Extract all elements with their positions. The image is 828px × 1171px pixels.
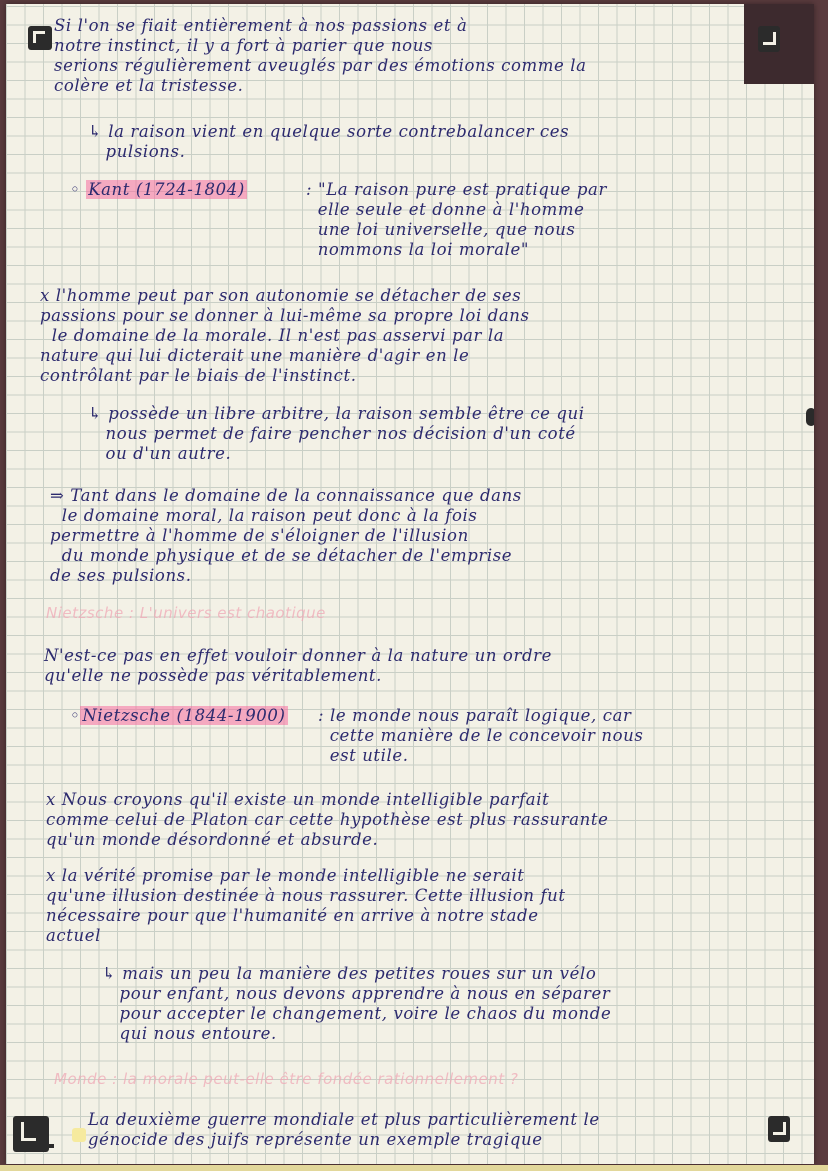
notebook-logo-icon [28,26,52,50]
paragraph-ww2: La deuxième guerre mondiale et plus particulièrement le génocide des juifs représente un exemple tragique [88,1110,600,1149]
notebook-brand-bottom-icon [768,1116,790,1142]
punch-hole-icon [806,408,814,426]
paragraph-order-question: N'est-ce pas en effet vouloir donner à la nature un ordre qu'elle ne possède pas véritablement. [44,646,552,685]
faded-heading-nietzsche: Nietzsche : L'univers est chaotique [46,604,326,622]
faded-heading-morale: Monde : la morale peut-elle être fondée rationnellement ? [54,1070,519,1088]
kant-name-highlight: Kant (1724-1804) [88,180,245,199]
paragraph-intelligible-world: x Nous croyons qu'il existe un monde intelligible parfait comme celui de Platon car cette hypothèse est plus rassurante qu'un monde désordonné et absurde. [46,790,609,849]
paragraph-small-wheels: ↳ mais un peu la manière des petites roues sur un vélo pour enfant, nous devons apprendre à nous en séparer pour accepter le changement, voire le chaos du monde qui nous entoure. [102,964,612,1043]
nietzsche-name-highlight: Nietzsche (1844-1900) [82,706,286,725]
nietzsche-label: ◦ Nietzsche (1844-1900) [70,706,286,725]
notebook-brand-icon [758,26,780,52]
paragraph-autonomy: x l'homme peut par son autonomie se détacher de ses passions pour se donner à lui-même sa propre loi dans le domaine de la morale. Il n'est pas asservi par la nature qui lui dicterait une manière d'agir en le contrôlant par le biais de l'instinct. [40,286,530,385]
tab-dots-icon [36,1144,54,1148]
notebook-page [6,4,814,1164]
paragraph-intro: Si l'on se fiait entièrement à nos passions et à notre instinct, il y a fort à parier que nous serions régulièrement aveuglés par des émotions comme la colère et la tristesse. [54,16,587,95]
nietzsche-text: : le monde nous paraît logique, car cette manière de le concevoir nous est utile. [318,706,644,765]
kant-quote: : "La raison pure est pratique par elle seule et donne à l'homme une loi universelle, que nous nommons la loi morale" [306,180,607,259]
paragraph-free-will: ↳ possède un libre arbitre, la raison semble être ce qui nous permet de faire pencher nos décision d'un coté ou d'un autre. [88,404,585,463]
paragraph-reason-balance: ↳ la raison vient en quelque sorte contrebalancer ces pulsions. [88,122,570,161]
desk-edge [0,1165,828,1171]
paragraph-truth-illusion: x la vérité promise par le monde intelligible ne serait qu'une illusion destinée à nous rassurer. Cette illusion fut nécessaire pour que l'humanité en arrive à notre stade actuel [46,866,566,945]
kant-label: ◦ Kant (1724-1804) [70,180,245,199]
paragraph-conclusion: ⇒ Tant dans le domaine de la connaissance que dans le domaine moral, la raison peut donc à la fois permettre à l'homme de s'éloigner de l'illusion du monde physique et de se détacher de l'emprise de ses pulsions. [50,486,522,585]
sticky-note-icon [72,1128,86,1142]
